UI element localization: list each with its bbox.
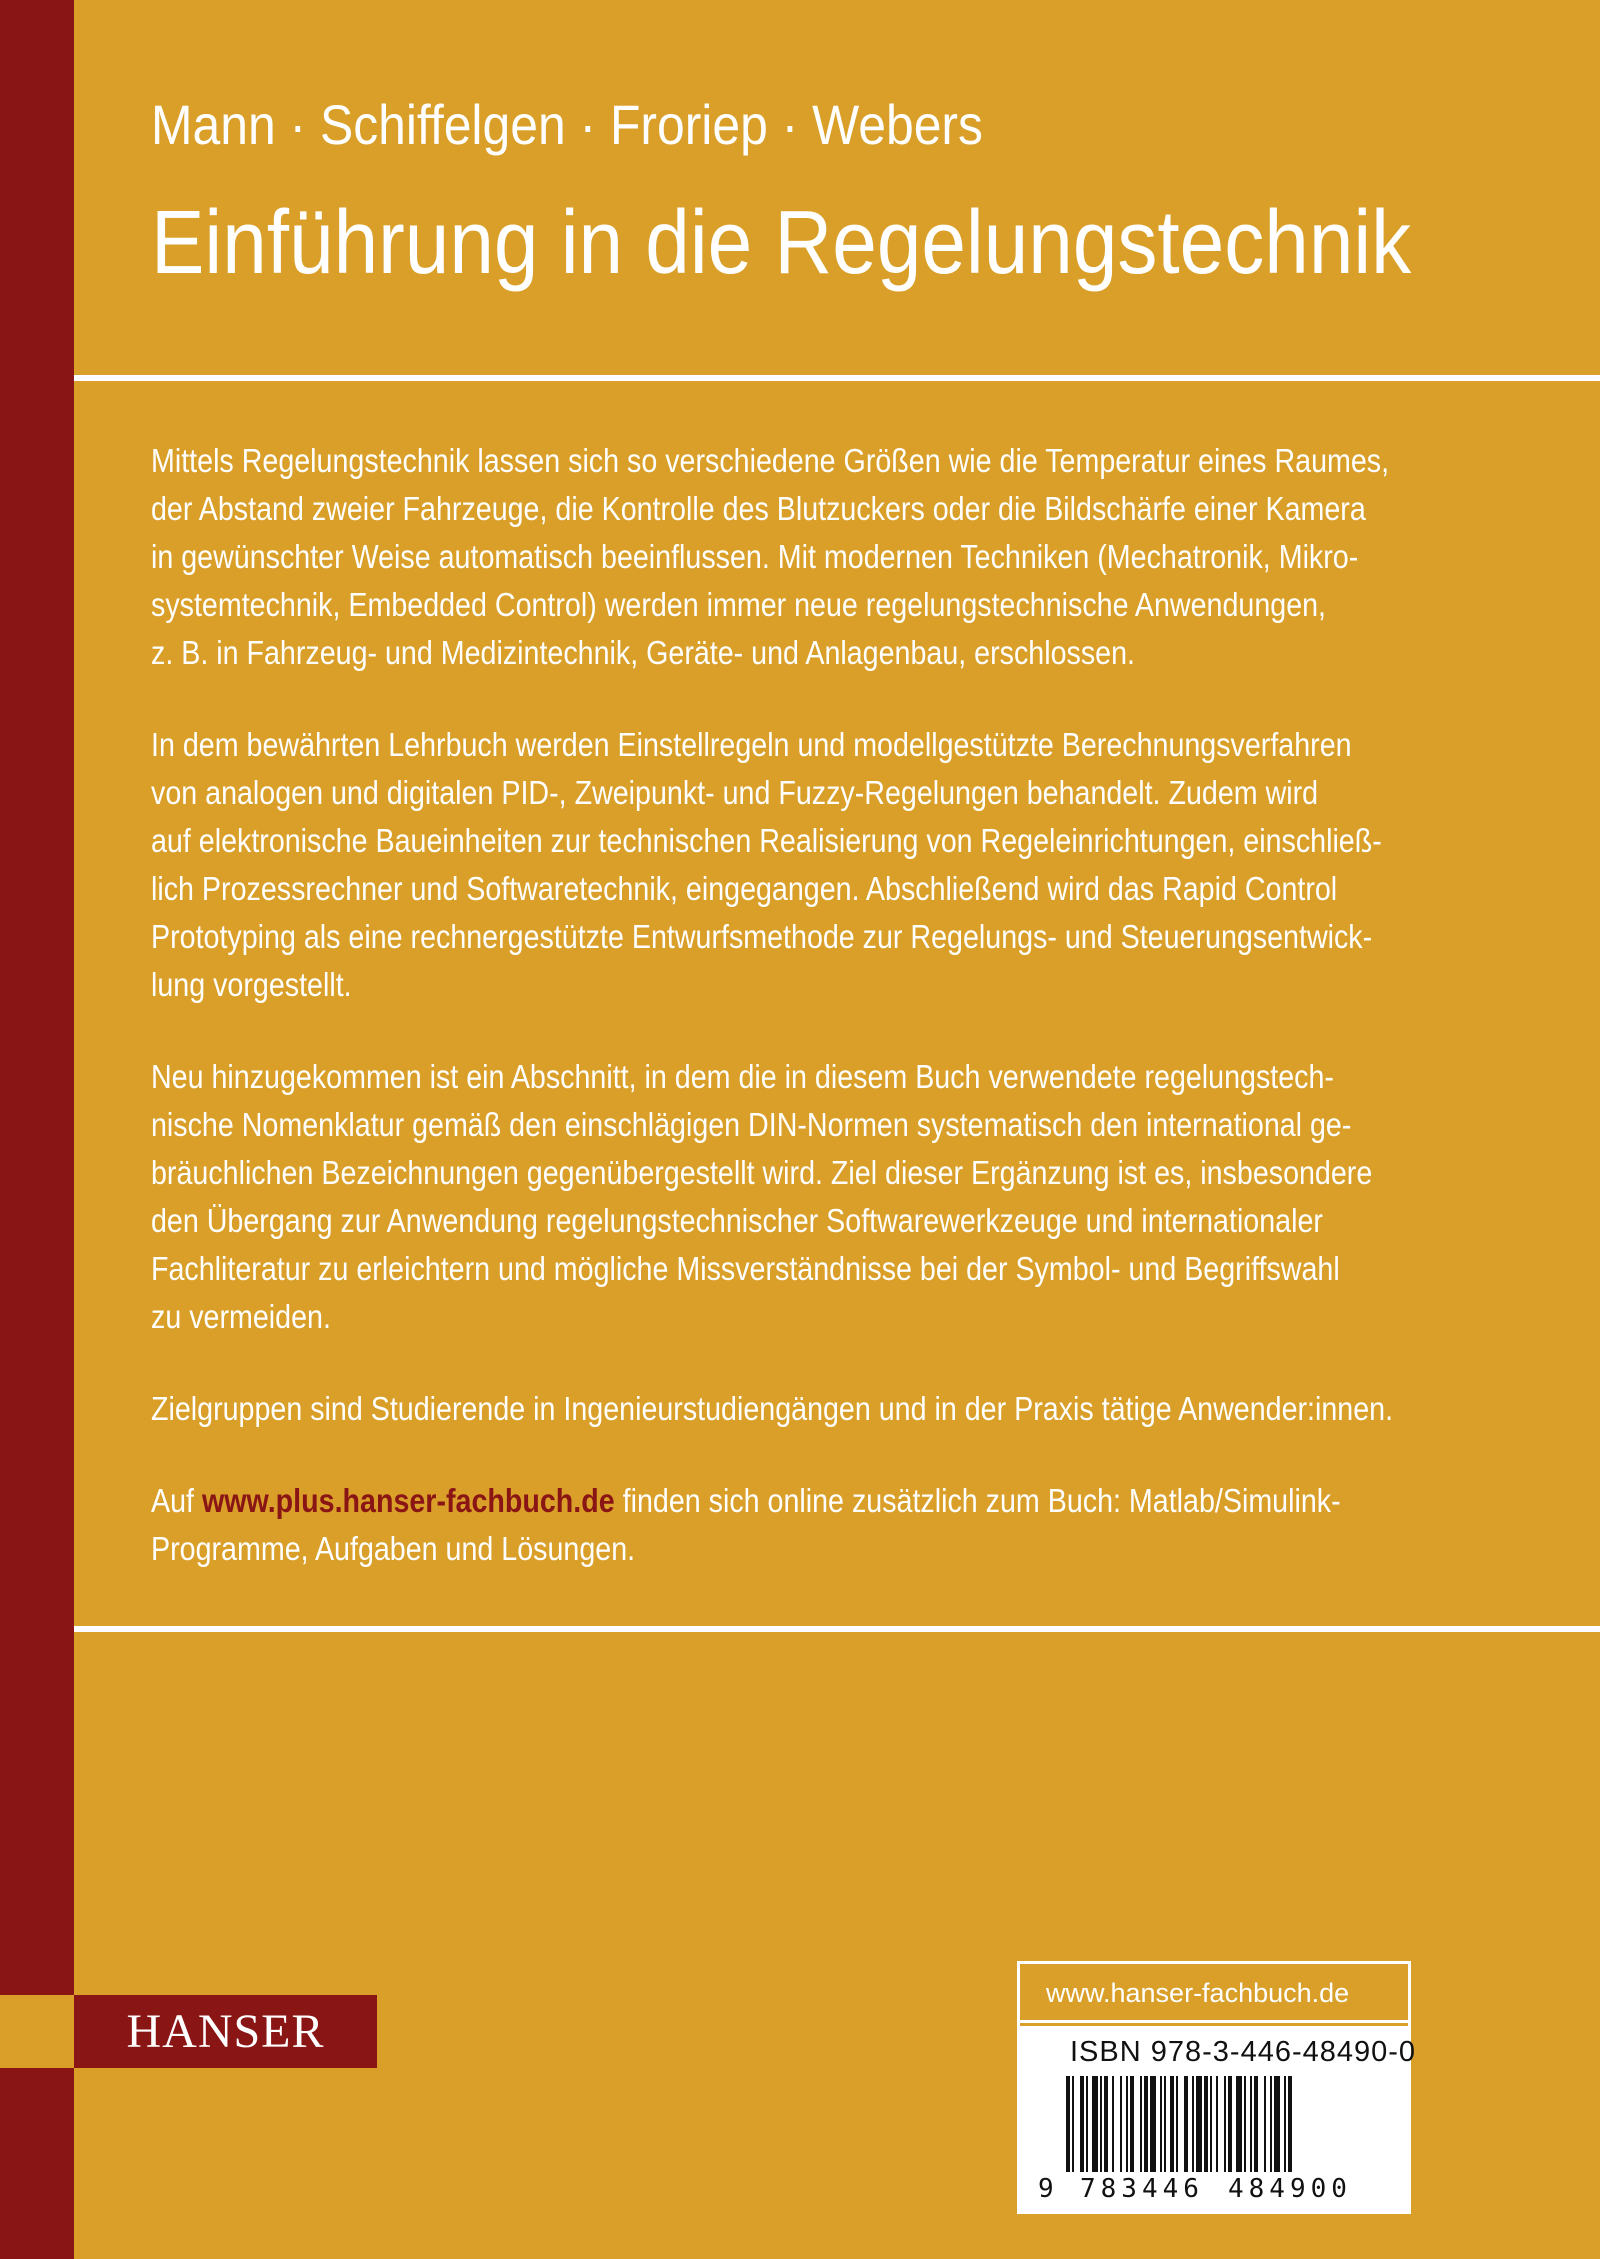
barcode-bar bbox=[1066, 2076, 1070, 2172]
top-divider bbox=[74, 375, 1600, 381]
barcode-bar bbox=[1250, 2076, 1252, 2172]
book-title: Einführung in die Regelungstechnik bbox=[151, 193, 1412, 293]
barcode-bar bbox=[1150, 2076, 1156, 2172]
paragraph-4 bbox=[151, 1386, 1451, 1434]
online-prefix: Auf bbox=[151, 1483, 202, 1520]
text-line: der Abstand zweier Fahrzeuge, die Kontrolle des Blutzuckers oder die Bildschärfe einer Kamera bbox=[151, 491, 1366, 528]
text-line bbox=[151, 1478, 1341, 1526]
barcode-bars bbox=[1066, 2076, 1366, 2172]
barcode-digits-left: 783446 bbox=[1080, 2174, 1204, 2204]
barcode-bar bbox=[1224, 2076, 1226, 2172]
barcode-bar bbox=[1130, 2076, 1134, 2172]
text-line: lich Prozessrechner und Softwaretechnik, eingegangen. Abschließend wird das Rapid Control bbox=[151, 871, 1338, 908]
barcode-bar bbox=[1126, 2076, 1128, 2172]
barcode-bar bbox=[1104, 2076, 1108, 2172]
online-link[interactable]: www.plus.hanser-fachbuch.de bbox=[201, 1483, 615, 1520]
text-line: zu vermeiden. bbox=[151, 1299, 331, 1336]
text-line: auf elektronische Baueinheiten zur technischen Realisierung von Regeleinrichtungen, einschließ- bbox=[151, 823, 1382, 860]
paragraph-2 bbox=[151, 722, 1451, 1010]
text-line: Zielgruppen sind Studierende in Ingenieurstudiengängen und in der Praxis tätige Anwender:innen. bbox=[151, 1391, 1394, 1428]
text-line: bräuchlichen Bezeichnungen gegenübergestellt wird. Ziel dieser Ergänzung ist es, insbesondere bbox=[151, 1155, 1373, 1192]
spine-notch bbox=[0, 1995, 74, 2068]
barcode-bar bbox=[1192, 2076, 1194, 2172]
publisher-url: www.hanser-fachbuch.de bbox=[1020, 1964, 1408, 2023]
authors-line: Mann · Schiffelgen · Froriep · Webers bbox=[151, 93, 983, 156]
text-line: den Übergang zur Anwendung regelungstechnischer Softwarewerkzeuge und internationaler bbox=[151, 1203, 1323, 1240]
text-line: systemtechnik, Embedded Control) werden immer neue regelungstechnische Anwendungen, bbox=[151, 587, 1327, 624]
isbn-text: ISBN 978-3-446-48490-0 bbox=[1070, 2036, 1417, 2068]
barcode-bar bbox=[1160, 2076, 1162, 2172]
barcode-bar bbox=[1254, 2076, 1258, 2172]
barcode-bar bbox=[1244, 2076, 1246, 2172]
text-line: In dem bewährten Lehrbuch werden Einstellregeln und modellgestützte Berechnungsverfahren bbox=[151, 727, 1352, 764]
barcode-bar bbox=[1170, 2076, 1174, 2172]
barcode-bar bbox=[1092, 2076, 1098, 2172]
paragraph-3 bbox=[151, 1054, 1451, 1342]
barcode-bar bbox=[1072, 2076, 1074, 2172]
text-line: Fachliteratur zu erleichtern und mögliche Missverständnisse bei der Symbol- und Begriffswahl bbox=[151, 1251, 1340, 1288]
barcode-bar bbox=[1288, 2076, 1292, 2172]
barcode-box bbox=[1017, 1961, 1417, 2214]
barcode-bar bbox=[1164, 2076, 1166, 2172]
barcode-bar bbox=[1216, 2076, 1218, 2172]
text-line: Programme, Aufgaben und Lösungen. bbox=[151, 1531, 636, 1568]
barcode-bar bbox=[1264, 2076, 1266, 2172]
text-line: lung vorgestellt. bbox=[151, 967, 352, 1004]
spine-band bbox=[0, 0, 74, 2259]
text-line: Neu hinzugekommen ist ein Abschnitt, in dem die in diesem Buch verwendete regelungstech- bbox=[151, 1059, 1334, 1096]
barcode-bar bbox=[1204, 2076, 1208, 2172]
paragraph-online bbox=[151, 1478, 1451, 1574]
text-line: in gewünschter Weise automatisch beeinflussen. Mit modernen Techniken (Mechatronik, Mikro- bbox=[151, 539, 1359, 576]
paragraph-1 bbox=[151, 438, 1451, 678]
barcode-bar bbox=[1176, 2076, 1178, 2172]
barcode-bar bbox=[1112, 2076, 1114, 2172]
barcode-digits bbox=[1038, 2174, 1378, 2206]
barcode-bar bbox=[1270, 2076, 1272, 2172]
barcode-bar bbox=[1228, 2076, 1232, 2172]
barcode-bar bbox=[1210, 2076, 1212, 2172]
barcode-panel bbox=[1020, 2026, 1417, 2211]
text-line: nische Nomenklatur gemäß den einschlägigen DIN-Normen systematisch den international ge- bbox=[151, 1107, 1352, 1144]
barcode-bar bbox=[1284, 2076, 1286, 2172]
barcode-bar bbox=[1196, 2076, 1202, 2172]
barcode-bar bbox=[1274, 2076, 1280, 2172]
text-line: z. B. in Fahrzeug- und Medizintechnik, Geräte- und Anlagenbau, erschlossen. bbox=[151, 635, 1135, 672]
bottom-divider bbox=[74, 1626, 1600, 1632]
blurb-text bbox=[151, 438, 1451, 1618]
text-line: Prototyping als eine rechnergestützte Entwurfsmethode zur Regelungs- und Steuerungsentwick- bbox=[151, 919, 1373, 956]
barcode-digit-first: 9 bbox=[1038, 2174, 1059, 2204]
barcode-bar bbox=[1236, 2076, 1242, 2172]
text-line: von analogen und digitalen PID-, Zweipunkt- und Fuzzy-Regelungen behandelt. Zudem wird bbox=[151, 775, 1319, 812]
barcode-bar bbox=[1184, 2076, 1188, 2172]
barcode-bar bbox=[1140, 2076, 1142, 2172]
barcode-bar bbox=[1144, 2076, 1148, 2172]
barcode-bar bbox=[1120, 2076, 1122, 2172]
text-line: Mittels Regelungstechnik lassen sich so verschiedene Größen wie die Temperatur eines Raumes, bbox=[151, 443, 1390, 480]
barcode-bar bbox=[1086, 2076, 1088, 2172]
barcode-bar bbox=[1080, 2076, 1084, 2172]
barcode-digits-right: 484900 bbox=[1228, 2174, 1352, 2204]
online-suffix: finden sich online zusätzlich zum Buch: Matlab/Simulink- bbox=[614, 1483, 1341, 1520]
publisher-logo: HANSER bbox=[74, 1995, 377, 2068]
barcode-bar bbox=[1100, 2076, 1102, 2172]
